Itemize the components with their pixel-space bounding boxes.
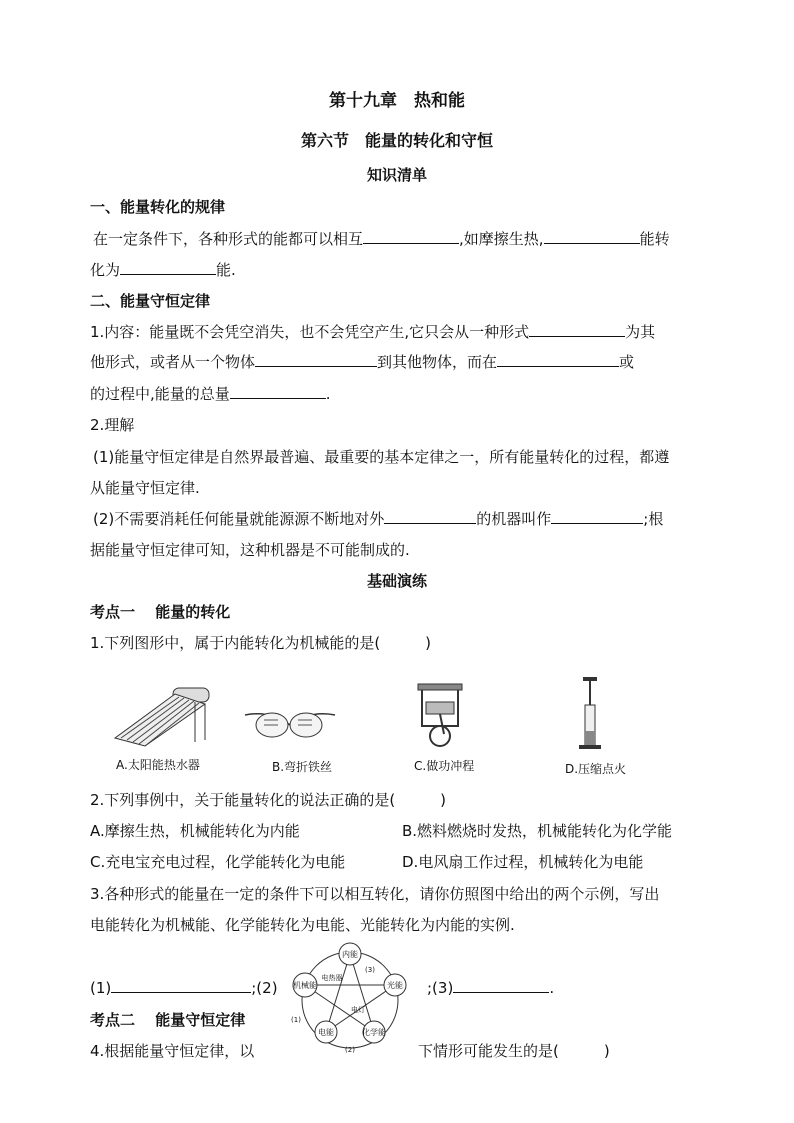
understanding-2-line1: (2)不需要消耗任何能量就能源源不断地对外 的机器叫作 ;根 <box>93 510 664 528</box>
solar-water-heater-image <box>105 680 215 750</box>
question-1-stem: 1.下列图形中，属于内能转化为机械能的是( ) <box>90 634 432 652</box>
part1-line1: 在一定条件下，各种形式的能都可以相互 ,如摩擦生热, 能转 <box>93 230 670 248</box>
q3-answer-1: (1) ;(2) <box>90 979 278 997</box>
question-2-stem: 2.下列事例中，关于能量转化的说法正确的是( ) <box>90 791 447 809</box>
q1-caption-a: A.太阳能热水器 <box>116 758 200 772</box>
section-title: 第六节 能量的转化和守恒 <box>300 131 493 150</box>
part1-line2: 化为 能. <box>90 261 236 279</box>
compression-ignition-image <box>575 675 605 755</box>
practice-heading: 基础演练 <box>366 572 427 590</box>
q2-option-c: C.充电宝充电过程，化学能转化为电能 <box>90 853 346 871</box>
marker-1: (1) <box>291 1016 301 1024</box>
part2-content-line1: 1.内容：能量既不会凭空消失，也不会凭空产生,它只会从一种形式 为其 <box>90 323 656 341</box>
node-internal-energy: 内能 <box>342 950 358 959</box>
edge-label-heater: 电热器 <box>321 974 343 982</box>
question-3-stem-line1: 3.各种形式的能量在一定的条件下可以相互转化，请你仿照图中给出的两个示例，写出 <box>90 885 660 903</box>
question-4-stem-part2: 下情形可能发生的是( ) <box>418 1042 610 1060</box>
part1-heading: 一、能量转化的规律 <box>90 198 226 216</box>
understanding-2-line2: 据能量守恒定律可知，这种机器是不可能制成的. <box>90 541 410 559</box>
q2-option-b: B.燃料燃烧时发热，机械能转化为化学能 <box>402 822 673 840</box>
q1-caption-c: C.做功冲程 <box>414 759 475 773</box>
key-point-1: 考点一 能量的转化 <box>90 603 231 621</box>
part2-content-line2: 他形式，或者从一个物体 到其他物体，而在 或 <box>90 353 635 371</box>
marker-2: (2) <box>345 1046 355 1054</box>
node-electric-energy: 电能 <box>318 1028 334 1037</box>
part2-heading: 二、能量守恒定律 <box>90 292 211 310</box>
question-3-stem-line2: 电能转化为机械能、化学能转化为电能、光能转化为内能的实例. <box>90 916 515 934</box>
power-stroke-image <box>410 680 470 750</box>
key-point-2: 考点二 能量守恒定律 <box>90 1011 246 1029</box>
part2-content-line3: 的过程中,能量的总量 . <box>90 385 331 403</box>
q3-answer-3: ;(3) . <box>427 979 555 997</box>
q1-caption-d: D.压缩点火 <box>565 762 627 776</box>
node-light-energy: 光能 <box>387 981 403 990</box>
knowledge-heading: 知识清单 <box>366 166 427 184</box>
q2-option-d: D.电风扇工作过程，机械转化为电能 <box>402 853 644 871</box>
question-4-stem-part1: 4.根据能量守恒定律，以 <box>90 1042 255 1060</box>
q1-caption-b: B.弯折铁丝 <box>272 760 333 774</box>
node-chemical-energy: 化学能 <box>362 1028 386 1037</box>
q2-option-a: A.摩擦生热，机械能转化为内能 <box>90 822 300 840</box>
understanding-1-line2: 从能量守恒定律. <box>90 479 200 497</box>
understanding-heading: 2.理解 <box>90 416 135 434</box>
chapter-title: 第十九章 热和能 <box>329 91 465 111</box>
edge-label-lamp: 电灯 <box>351 1006 365 1014</box>
energy-conversion-diagram <box>290 940 415 1060</box>
marker-3: (3) <box>365 966 375 974</box>
understanding-1-line1: (1)能量守恒定律是自然界最普遍、最重要的基本定律之一，所有能量转化的过程，都遵 <box>93 448 670 466</box>
node-mechanical-energy: 机械能 <box>293 981 317 990</box>
bending-wire-image <box>240 690 340 750</box>
